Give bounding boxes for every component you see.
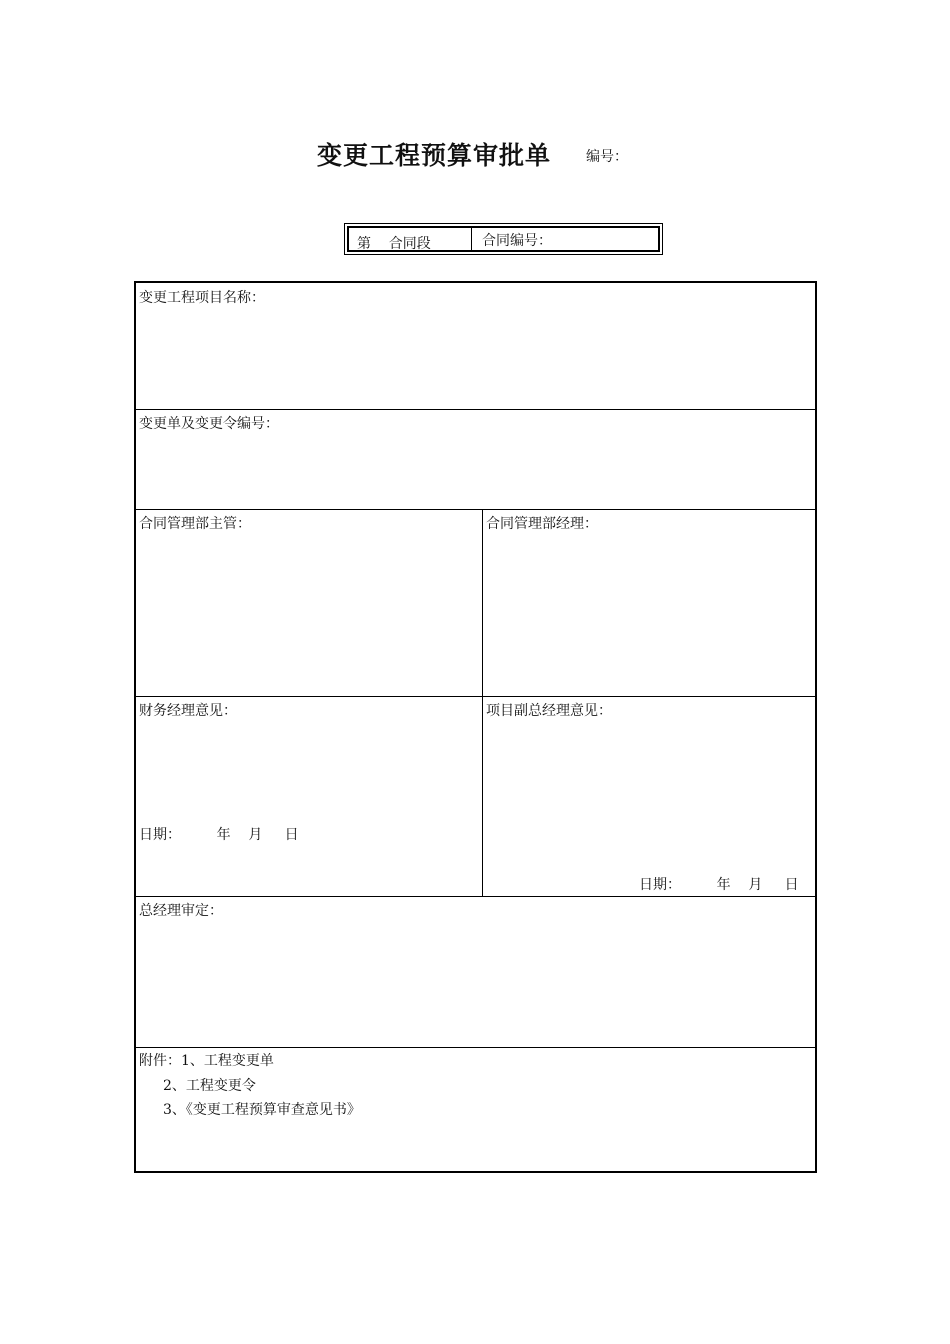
serial-number-label: 编号： — [586, 149, 628, 165]
row-divider — [136, 896, 815, 897]
row-divider — [136, 696, 815, 697]
finance-manager-opinion-label: 财务经理意见： — [139, 703, 237, 719]
finance-date-line: 日期： 年 月 日 — [139, 827, 299, 843]
row-divider — [136, 1047, 815, 1048]
deputy-gm-date-line: 日期： 年 月 日 — [639, 877, 799, 893]
attachment-line-2: 2、工程变更令 — [163, 1078, 256, 1094]
general-manager-approval-label: 总经理审定： — [139, 903, 223, 919]
project-name-label: 变更工程项目名称： — [139, 290, 265, 306]
approval-form-table — [134, 281, 817, 1173]
deputy-gm-opinion-label: 项目副总经理意见： — [486, 703, 612, 719]
column-divider — [482, 510, 483, 897]
contract-dept-head-label: 合同管理部主管： — [139, 516, 251, 532]
document-title: 变更工程预算审批单 — [317, 141, 552, 170]
change-order-number-label: 变更单及变更令编号： — [139, 416, 279, 432]
contract-dept-manager-label: 合同管理部经理： — [486, 516, 598, 532]
attachment-line-3: 3、《变更工程预算审查意见书》 — [163, 1102, 361, 1118]
contract-info-box — [344, 223, 663, 255]
attachment-line-1: 附件：1、工程变更单 — [139, 1053, 274, 1069]
row-divider — [136, 509, 815, 510]
contract-section-label: 第 合同段 — [349, 228, 472, 250]
row-divider — [136, 409, 815, 410]
contract-info-inner — [347, 226, 660, 252]
contract-number-label: 合同编号： — [482, 233, 552, 249]
